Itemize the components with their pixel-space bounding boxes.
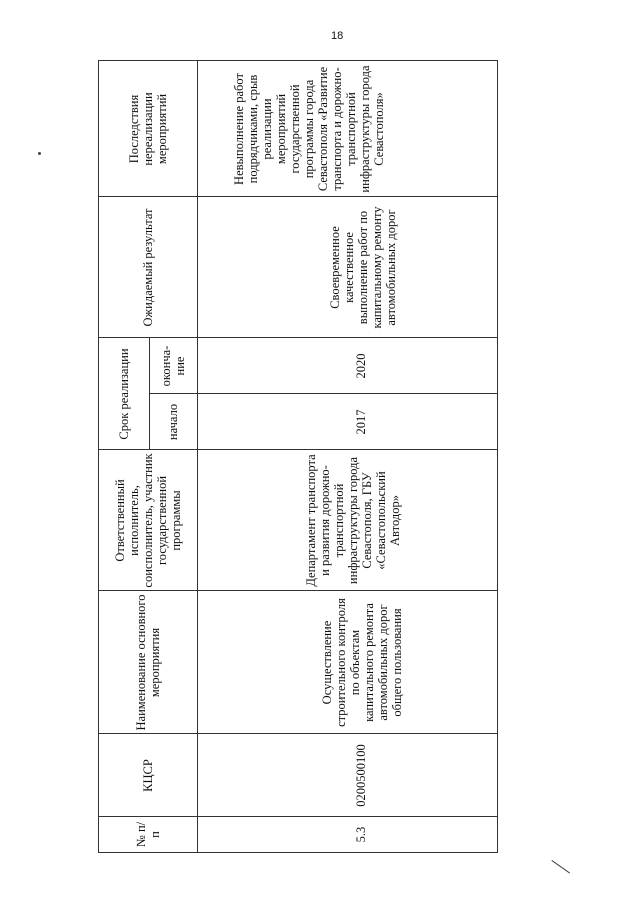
header-consequences: Последствия нереализации мероприятий bbox=[127, 92, 169, 166]
row-name: Осуществление строительного контроля по объектам капитального ремонта автомобильных дорог общего пользования bbox=[320, 598, 404, 727]
header-result: Ожидаемый результат bbox=[141, 208, 155, 327]
header-divider bbox=[197, 61, 198, 852]
row-start: 2017 bbox=[354, 409, 368, 435]
row-end: 2020 bbox=[354, 353, 368, 379]
header-term-start: начало bbox=[166, 403, 180, 441]
header-term-end: оконча-ние bbox=[159, 345, 187, 387]
header-executor: Ответственный исполнитель, соисполнитель, участник государственной программы bbox=[113, 453, 183, 588]
scan-stroke bbox=[551, 860, 570, 873]
row-num: 5.3 bbox=[354, 826, 368, 843]
row-kcsr: 0200500100 bbox=[354, 744, 368, 807]
row-result: Своевременное качественное выполнение работ по капитальному ремонту автомобильных дорог bbox=[328, 206, 398, 329]
measures-table bbox=[98, 60, 498, 853]
header-num: № п/п bbox=[134, 821, 162, 848]
scan-speck bbox=[38, 152, 41, 155]
row-consequences: Невыполнение работ подрядчиками, срыв реализации мероприятий государственной программы города Севастополя «Развитие транспорта и дорожно-транспортной инфраструктуры города Севастополя» bbox=[232, 65, 386, 193]
page-number: 18 bbox=[331, 30, 344, 42]
header-name: Наименование основного мероприятия bbox=[134, 594, 162, 731]
row-executor: Департамент транспорта и развития дорожно-транспортной инфраструктуры города Севастополя, ГБУ «Севастопольский Автодор» bbox=[304, 454, 402, 587]
header-kcsr: КЦСР bbox=[141, 759, 155, 792]
header-term: Срок реализации bbox=[117, 348, 131, 440]
